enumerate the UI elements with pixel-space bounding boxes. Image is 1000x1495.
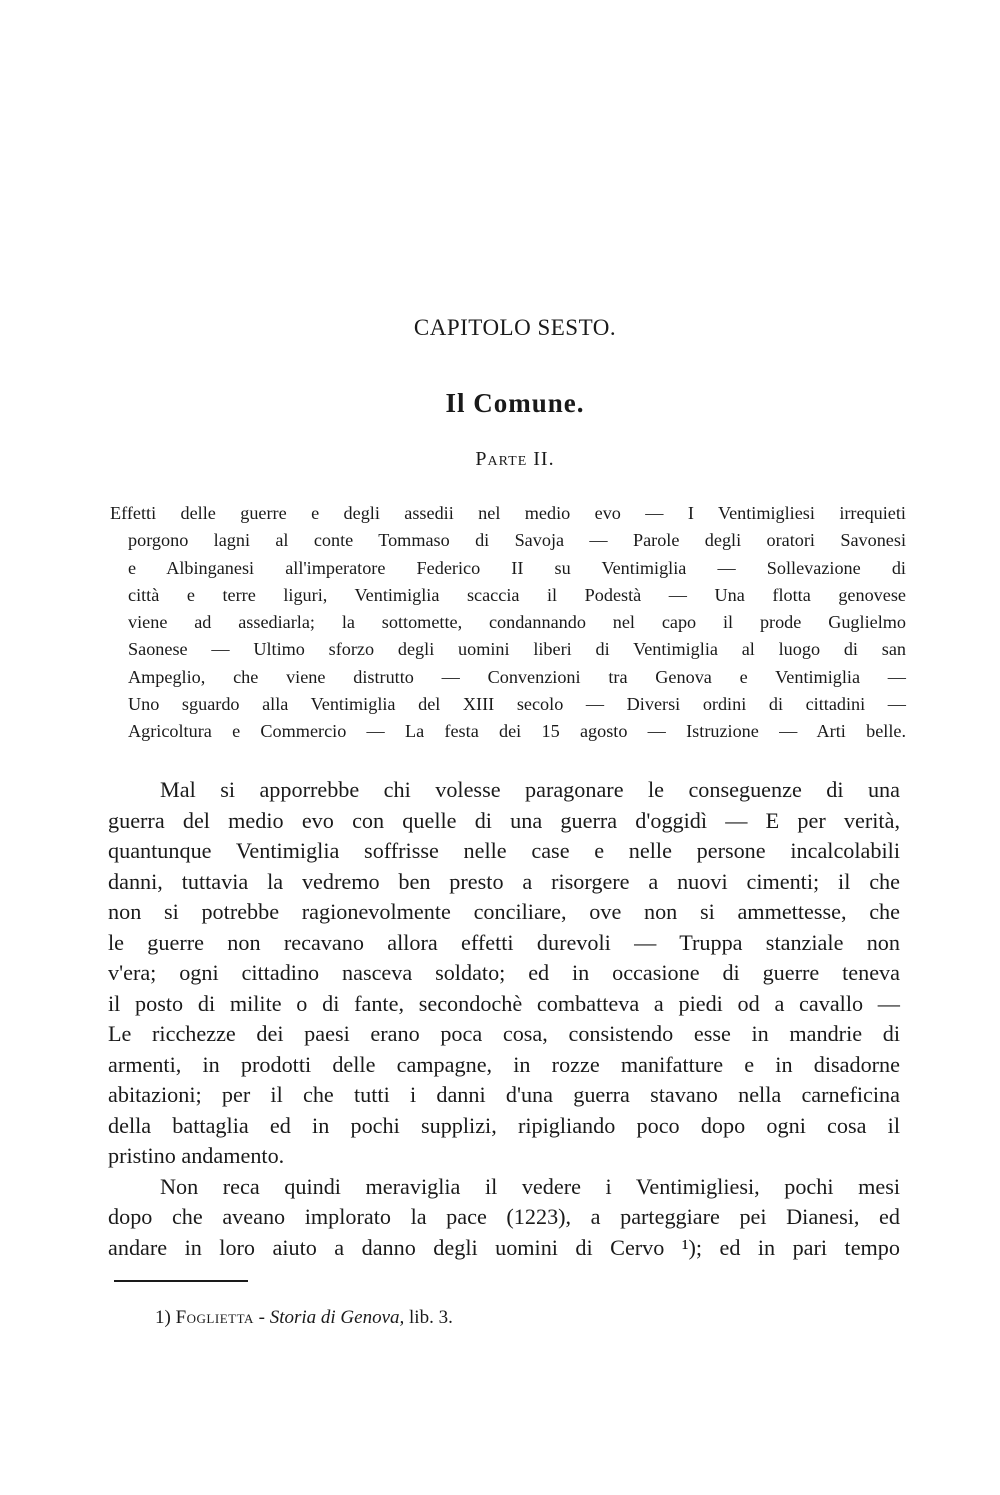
body-line: della battaglia ed in pochi supplizi, ripigliando poco dopo ogni cosa il — [108, 1112, 900, 1138]
body-line: dopo che aveano implorato la pace (1223), a parteggiare pei Dianesi, ed — [108, 1204, 900, 1229]
part-heading: Parte II. — [475, 448, 555, 470]
footnote-author: Foglietta — [175, 1307, 254, 1328]
summary-line: Uno sguardo alla Ventimiglia del XIII secolo — Diversi ordini di cittadini — — [128, 694, 906, 715]
body-line: Mal si apporrebbe chi volesse paragonare le conseguenze di una — [160, 777, 900, 802]
body-line: armenti, in prodotti delle campagne, in rozze manifatture e in disadorne — [108, 1051, 900, 1077]
footnote — [155, 1307, 453, 1329]
chapter-summary — [110, 500, 906, 746]
body-line: Non reca quindi meraviglia il vedere i Ventimigliesi, pochi mesi — [160, 1173, 900, 1199]
summary-line: e Albinganesi all'imperatore Federico II su Ventimiglia — Sollevazione di — [128, 557, 906, 578]
footnote-reference: lib. 3. — [409, 1307, 453, 1328]
body-line: danni, tuttavia la vedremo ben presto a risorgere a nuovi cimenti; il che — [108, 868, 900, 894]
body-line: abitazioni; per il che tutti i danni d'una guerra stavano nella carneficina — [108, 1082, 900, 1107]
footnote-divider — [114, 1280, 248, 1282]
body-line: guerra del medio evo con quelle di una guerra d'oggidì — E per verità, — [108, 807, 900, 833]
summary-line: Ampeglio, che viene distrutto — Convenzioni tra Genova e Ventimiglia — — [128, 666, 906, 687]
summary-line: Saonese — Ultimo sforzo degli uomini liberi di Ventimiglia al luogo di san — [128, 639, 906, 660]
body-text — [108, 775, 900, 1263]
summary-line: Effetti delle guerre e degli assedii nel medio evo — I Ventimigliesi irrequieti — [110, 503, 906, 523]
footnote-number: 1) — [155, 1307, 171, 1328]
footnote-work: Storia di Genova, — [269, 1307, 405, 1328]
summary-line: città e terre liguri, Ventimiglia scaccia il Podestà — Una flotta genovese — [128, 584, 906, 605]
body-line: quantunque Ventimiglia soffrisse nelle case e nelle persone incalcolabili — [108, 838, 900, 863]
body-line: pristino andamento. — [108, 1143, 285, 1168]
chapter-title: Il Comune. — [445, 388, 585, 418]
body-line: Le ricchezze dei paesi erano poca cosa, consistendo esse in mandrie di — [108, 1021, 900, 1046]
footnote-separator: - — [258, 1307, 265, 1328]
body-line: v'era; ogni cittadino nasceva soldato; ed in occasione di guerre teneva — [108, 960, 900, 985]
body-line: il posto di milite o di fante, secondochè combatteva a piedi od a cavallo — — [108, 990, 900, 1016]
summary-line: porgono lagni al conte Tommaso di Savoja — Parole degli oratori Savonesi — [128, 530, 906, 551]
summary-line: Agricoltura e Commercio — La festa dei 15 agosto — Istruzione — Arti belle. — [128, 721, 906, 742]
body-line: non si potrebbe ragionevolmente conciliare, ove non si ammettesse, che — [108, 899, 900, 924]
body-line: andare in loro aiuto a danno degli uomini di Cervo ¹); ed in pari tempo — [108, 1234, 900, 1260]
body-line: le guerre non recavano allora effetti durevoli — Truppa stanziale non — [108, 929, 900, 955]
chapter-heading: CAPITOLO SESTO. — [413, 315, 617, 340]
summary-line: viene ad assediarla; la sottomette, condannando nel capo il prode Guglielmo — [128, 612, 906, 633]
